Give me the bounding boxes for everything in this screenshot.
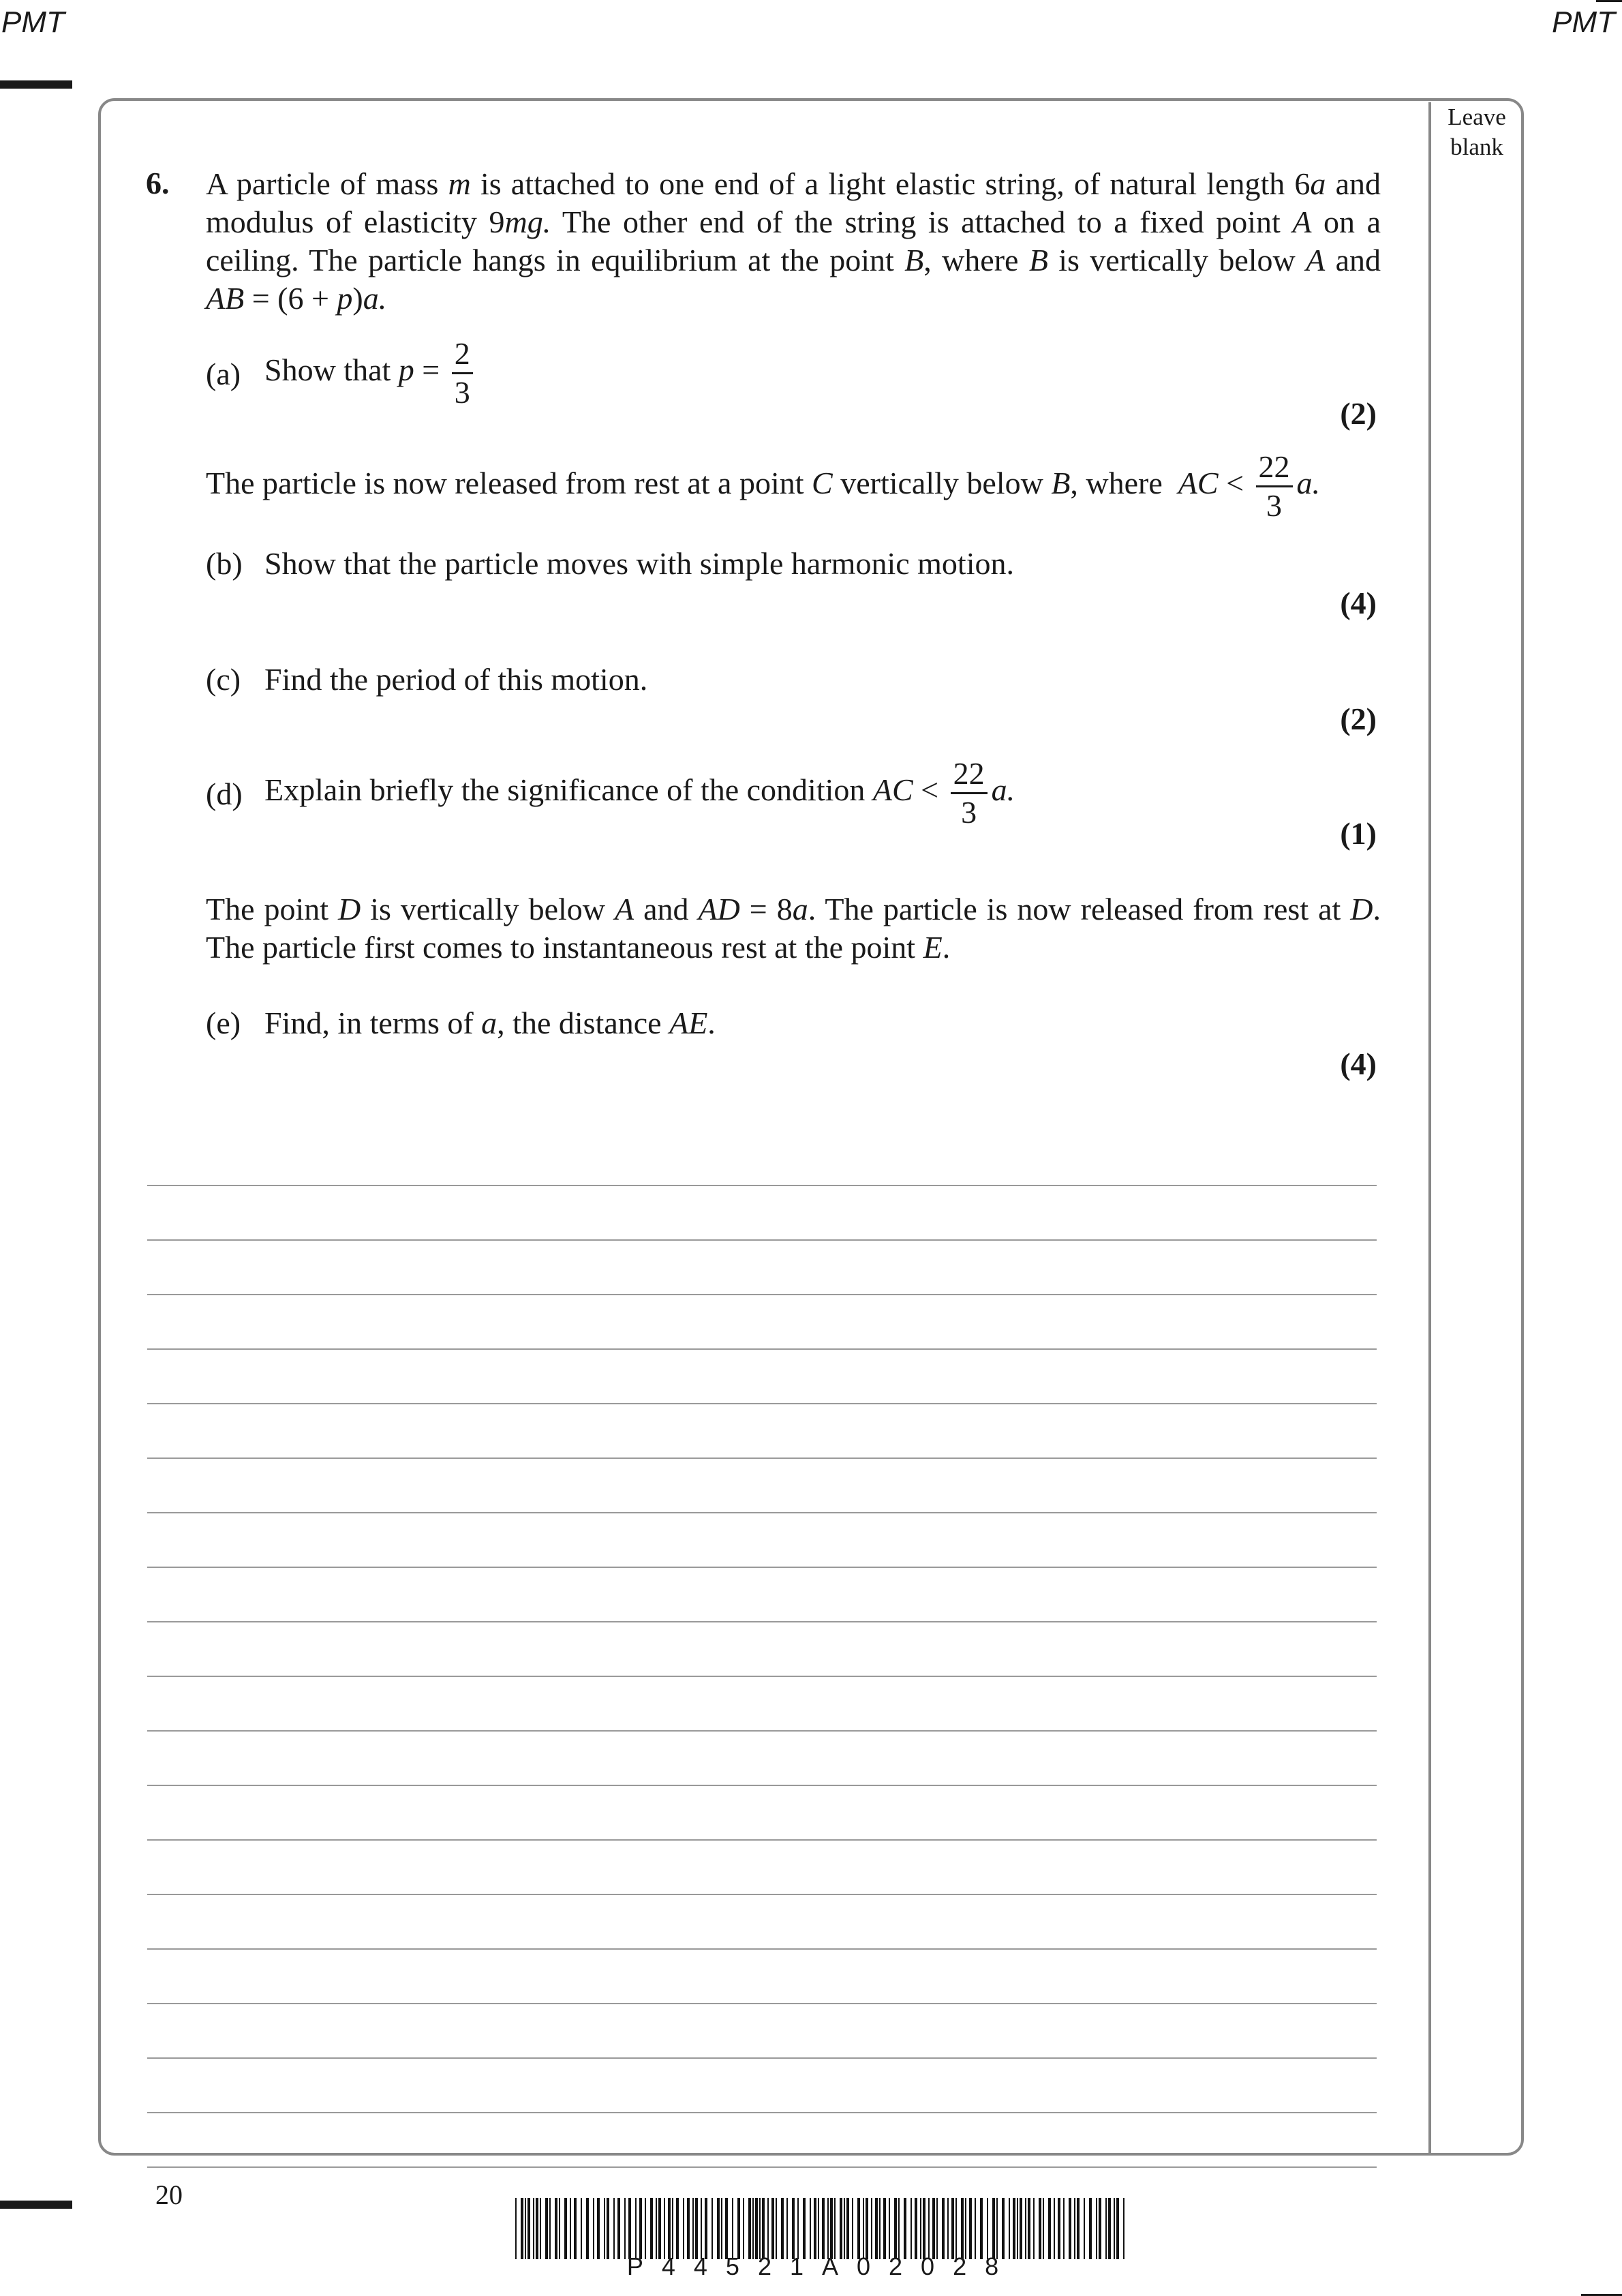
- barcode-bar: [725, 2198, 728, 2259]
- barcode-bar: [846, 2198, 849, 2259]
- barcode-bar: [1009, 2198, 1010, 2259]
- barcode-bar: [540, 2198, 541, 2259]
- barcode-bar: [852, 2198, 853, 2259]
- barcode-bar: [1114, 2198, 1115, 2259]
- barcode-bar: [871, 2198, 872, 2259]
- part-e-label: (e): [206, 1006, 241, 1040]
- barcode-bar: [639, 2198, 642, 2259]
- barcode-bar: [797, 2198, 799, 2259]
- release-sentence: The particle is now released from rest at a point C vertically below B, where AC < $\frac{22}{3}$ a.: [206, 449, 1321, 523]
- barcode-bar: [1069, 2198, 1071, 2259]
- answer-line[interactable]: [147, 1786, 1377, 1841]
- barcode-bar: [574, 2198, 577, 2259]
- barcode-bar: [1017, 2198, 1018, 2259]
- barcode-bar: [969, 2198, 972, 2259]
- barcode-bar: [951, 2198, 954, 2259]
- answer-line[interactable]: [147, 1841, 1377, 1895]
- part-e-marks: (4): [1340, 1046, 1377, 1081]
- barcode-bar: [515, 2198, 517, 2259]
- barcode-bar: [1096, 2198, 1097, 2259]
- barcode-bar: [915, 2198, 917, 2259]
- barcode-bar: [923, 2198, 925, 2259]
- answer-lines[interactable]: [147, 1132, 1377, 2168]
- barcode-bar: [857, 2198, 860, 2259]
- barcode-bar: [695, 2198, 698, 2259]
- answer-line[interactable]: [147, 1404, 1377, 1459]
- barcode-bar: [721, 2198, 722, 2259]
- barcode-bar: [624, 2198, 626, 2259]
- barcode-bar: [975, 2198, 976, 2259]
- barcode-bar: [767, 2198, 769, 2259]
- barcode-bar: [932, 2198, 935, 2259]
- barcode-bar: [635, 2198, 637, 2259]
- barcode-bar: [840, 2198, 842, 2259]
- barcode-bar: [705, 2198, 707, 2259]
- answer-line[interactable]: [147, 1186, 1377, 1241]
- barcode-bar: [936, 2198, 938, 2259]
- answer-line[interactable]: [147, 1132, 1377, 1186]
- fraction-twenty-two-thirds: $\frac{22}{3}$: [1256, 449, 1293, 524]
- barcode-bar: [810, 2198, 811, 2259]
- barcode-bar: [961, 2198, 964, 2259]
- leave-blank-label: Leave blank: [1448, 104, 1506, 160]
- barcode-bar: [762, 2198, 765, 2259]
- barcode-bar: [732, 2198, 733, 2259]
- answer-line[interactable]: [147, 2113, 1377, 2168]
- barcode-bar: [748, 2198, 751, 2259]
- answer-line[interactable]: [147, 1241, 1377, 1295]
- crop-mark-top-right: [1596, 0, 1622, 2]
- barcode-bar: [1025, 2198, 1026, 2259]
- barcode-bar: [586, 2198, 589, 2259]
- barcode-bar: [527, 2198, 530, 2259]
- barcode-bar: [1039, 2198, 1041, 2259]
- barcode-bar: [521, 2198, 523, 2259]
- barcode-bar: [1108, 2198, 1111, 2259]
- barcode-bar: [687, 2198, 690, 2259]
- barcode-bar: [1043, 2198, 1044, 2259]
- barcode-bar: [776, 2198, 777, 2259]
- barcode-bar: [701, 2198, 702, 2259]
- barcode-bar: [786, 2198, 788, 2259]
- part-d-text: Explain briefly the significance of the condition AC < $\frac{22}{3}$ a.: [264, 756, 1015, 830]
- barcode-bar: [844, 2198, 845, 2259]
- margin-bar-bottom: [0, 2201, 72, 2209]
- pmt-header-left: PMT: [1, 5, 65, 39]
- barcode-bar: [834, 2198, 836, 2259]
- barcode-bar: [664, 2198, 665, 2259]
- part-b-marks: (4): [1340, 586, 1377, 620]
- answer-line[interactable]: [147, 1950, 1377, 2004]
- barcode-bar: [1089, 2198, 1092, 2259]
- answer-line[interactable]: [147, 1568, 1377, 1622]
- barcode-bar: [683, 2198, 684, 2259]
- barcode-bar: [1028, 2198, 1030, 2259]
- barcode-bar: [668, 2198, 671, 2259]
- barcode-bar: [830, 2198, 833, 2259]
- barcode-bar: [1116, 2198, 1119, 2259]
- barcode-bar: [814, 2198, 816, 2259]
- barcode-bar: [996, 2198, 998, 2259]
- barcode-bar: [737, 2198, 740, 2259]
- answer-line[interactable]: [147, 1732, 1377, 1786]
- barcode-bar: [875, 2198, 878, 2259]
- barcode-bar: [597, 2198, 600, 2259]
- part-d-marks: (1): [1340, 816, 1377, 851]
- barcode-bar: [692, 2198, 694, 2259]
- answer-line[interactable]: [147, 2004, 1377, 2059]
- barcode-text: P44521A02028: [626, 2252, 1017, 2280]
- barcode-bar: [1033, 2198, 1035, 2259]
- answer-line[interactable]: [147, 1895, 1377, 1950]
- barcode-bar: [549, 2198, 551, 2259]
- barcode-bar: [759, 2198, 761, 2259]
- part-a-marks: (2): [1340, 396, 1377, 431]
- barcode-bar: [1063, 2198, 1065, 2259]
- barcode-bar: [650, 2198, 653, 2259]
- barcode-bar: [564, 2198, 567, 2259]
- barcode-bar: [536, 2198, 538, 2259]
- barcode-bar: [889, 2198, 890, 2259]
- barcode-bar: [894, 2198, 897, 2259]
- barcode-bar: [947, 2198, 949, 2259]
- barcode-bar: [1048, 2198, 1051, 2259]
- barcode-bar: [987, 2198, 988, 2259]
- barcode-bar: [1002, 2198, 1005, 2259]
- barcode-bar: [942, 2198, 945, 2259]
- part-c-text: Find the period of this motion.: [264, 662, 648, 697]
- point-d-paragraph: The point D is vertically below A and AD = 8a. The particle is now released from rest at D. The particle first comes to instantaneous rest at the point E.: [206, 892, 1381, 965]
- page-number: 20: [155, 2179, 183, 2210]
- barcode-bar: [533, 2198, 534, 2259]
- answer-line[interactable]: [147, 1677, 1377, 1732]
- part-c-label: (c): [206, 662, 241, 697]
- part-b-label: (b): [206, 546, 243, 581]
- part-a-label: (a): [206, 357, 241, 391]
- barcode-bar: [803, 2198, 806, 2259]
- barcode-bar: [717, 2198, 720, 2259]
- barcode-bar: [1105, 2198, 1107, 2259]
- barcode-bar: [711, 2198, 713, 2259]
- barcode-bar: [645, 2198, 646, 2259]
- answer-line[interactable]: [147, 1513, 1377, 1568]
- barcode-bar: [883, 2198, 886, 2259]
- barcode-bar: [1054, 2198, 1055, 2259]
- margin-bar-top: [0, 80, 72, 89]
- barcode-bar: [822, 2198, 825, 2259]
- barcode-bar: [755, 2198, 758, 2259]
- part-a-text: Show that p = $\frac{2}{3}$: [264, 335, 477, 411]
- barcode-bar: [593, 2198, 594, 2259]
- barcode-bar: [863, 2198, 864, 2259]
- barcode-bar: [792, 2198, 795, 2259]
- barcode-bar: [955, 2198, 957, 2259]
- barcode-bar: [827, 2198, 829, 2259]
- barcode-bar: [928, 2198, 930, 2259]
- barcode-bar: [866, 2198, 868, 2259]
- barcode-bar: [607, 2198, 609, 2259]
- barcode-bar: [656, 2198, 657, 2259]
- leave-blank-divider: [1428, 102, 1431, 2156]
- part-b-text: Show that the particle moves with simple harmonic motion.: [264, 546, 1014, 581]
- barcode-icon: [515, 2198, 1129, 2259]
- barcode-bar: [559, 2198, 560, 2259]
- barcode-bar: [743, 2198, 744, 2259]
- fraction-two-thirds: $\frac{2}{3}$: [452, 335, 473, 411]
- barcode-bar: [672, 2198, 673, 2259]
- barcode-bar: [555, 2198, 557, 2259]
- barcode-bar: [1099, 2198, 1101, 2259]
- barcode-bar: [1074, 2198, 1075, 2259]
- answer-line[interactable]: [147, 1459, 1377, 1513]
- barcode-bar: [965, 2198, 966, 2259]
- barcode-bar: [581, 2198, 582, 2259]
- answer-line[interactable]: [147, 2059, 1377, 2113]
- barcode-bar: [1077, 2198, 1080, 2259]
- barcode-bar: [628, 2198, 631, 2259]
- barcode-bar: [771, 2198, 774, 2259]
- barcode-bar: [525, 2198, 526, 2259]
- part-d-label: (d): [206, 776, 243, 811]
- barcode-bar: [1020, 2198, 1022, 2259]
- barcode-bar: [904, 2198, 906, 2259]
- pmt-header-right: PMT: [1552, 5, 1615, 39]
- answer-line[interactable]: [147, 1350, 1377, 1404]
- barcode-bar: [911, 2198, 912, 2259]
- barcode-bar: [920, 2198, 921, 2259]
- barcode-bar: [980, 2198, 983, 2259]
- barcode-bar: [992, 2198, 995, 2259]
- barcode-bar: [1084, 2198, 1085, 2259]
- barcode-bar: [604, 2198, 605, 2259]
- question-stem: A particle of mass m is attached to one end of a light elastic string, of natural length 6a and modulus of elasticity 9mg. The other end of the string is attached to a fixed point A on a ceiling. The particle hangs in equilibrium at the point B, where B is vertically below A and AB = (6 + p)a.: [206, 166, 1381, 316]
- barcode-bar: [1058, 2198, 1060, 2259]
- barcode-bar: [818, 2198, 819, 2259]
- barcode-bar: [617, 2198, 620, 2259]
- answer-line[interactable]: [147, 1622, 1377, 1677]
- fraction-twenty-two-thirds-d: $\frac{22}{3}$: [951, 755, 988, 831]
- barcode-bar: [676, 2198, 679, 2259]
- barcode-bar: [658, 2198, 661, 2259]
- barcode-bar: [898, 2198, 900, 2259]
- barcode-bar: [879, 2198, 881, 2259]
- barcode-bar: [1013, 2198, 1015, 2259]
- answer-line[interactable]: [147, 1295, 1377, 1350]
- barcode-bar: [1123, 2198, 1124, 2259]
- part-c-marks: (2): [1340, 701, 1377, 736]
- barcode-bar: [752, 2198, 754, 2259]
- barcode-bar: [781, 2198, 784, 2259]
- barcode-bar: [570, 2198, 571, 2259]
- barcode-bar: [613, 2198, 615, 2259]
- part-e-text: Find, in terms of a, the distance AE.: [264, 1006, 716, 1040]
- barcode-bar: [545, 2198, 548, 2259]
- question-number: 6.: [146, 166, 170, 200]
